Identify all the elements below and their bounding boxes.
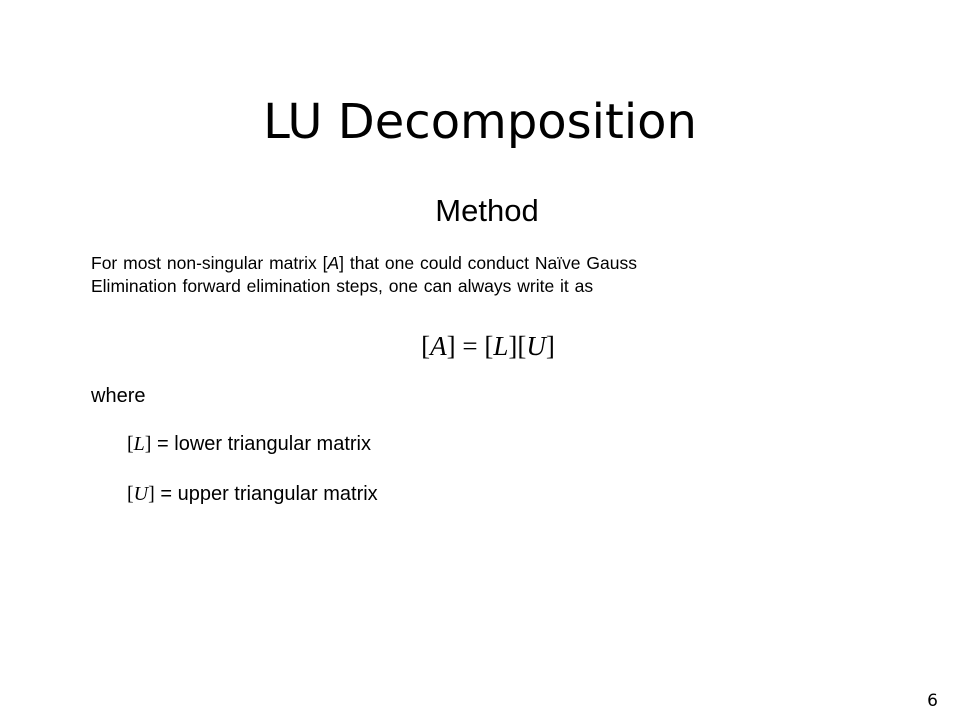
def-var-u: U xyxy=(133,483,149,505)
definition-lower xyxy=(127,431,371,457)
eq-equals: = xyxy=(455,331,485,361)
eq-bracket: [ xyxy=(484,331,494,361)
eq-var-a: A xyxy=(430,331,447,361)
description-line-1 xyxy=(91,252,871,275)
eq-bracket: [ xyxy=(517,331,527,361)
def-bracket: [ xyxy=(127,433,134,455)
eq-var-l: L xyxy=(493,331,509,361)
def-text-lower: = lower triangular matrix xyxy=(151,433,371,455)
def-bracket: ] xyxy=(148,483,155,505)
slide-title: LU Decomposition xyxy=(263,94,697,150)
def-bracket: ] xyxy=(144,433,152,455)
method-description xyxy=(91,252,871,298)
description-text-1a: For most non-singular matrix [ xyxy=(91,253,328,273)
eq-bracket: ] xyxy=(545,331,555,361)
eq-bracket: [ xyxy=(421,331,431,361)
description-line-2: Elimination forward elimination steps, one can always write it as xyxy=(91,276,594,296)
def-text-upper: = upper triangular matrix xyxy=(154,483,378,505)
slide-subtitle: Method xyxy=(435,193,539,228)
eq-var-u: U xyxy=(526,331,546,361)
page-number: 6 xyxy=(927,691,938,711)
lu-equation xyxy=(0,328,960,364)
definition-upper xyxy=(127,481,378,507)
eq-bracket: ] xyxy=(446,331,456,361)
description-text-1b: ] that one could conduct Naïve Gauss xyxy=(339,253,637,273)
where-label: where xyxy=(91,385,146,407)
matrix-a-symbol: A xyxy=(327,253,340,273)
def-var-l: L xyxy=(133,433,145,455)
def-bracket: [ xyxy=(127,483,134,505)
eq-bracket: ] xyxy=(508,331,518,361)
